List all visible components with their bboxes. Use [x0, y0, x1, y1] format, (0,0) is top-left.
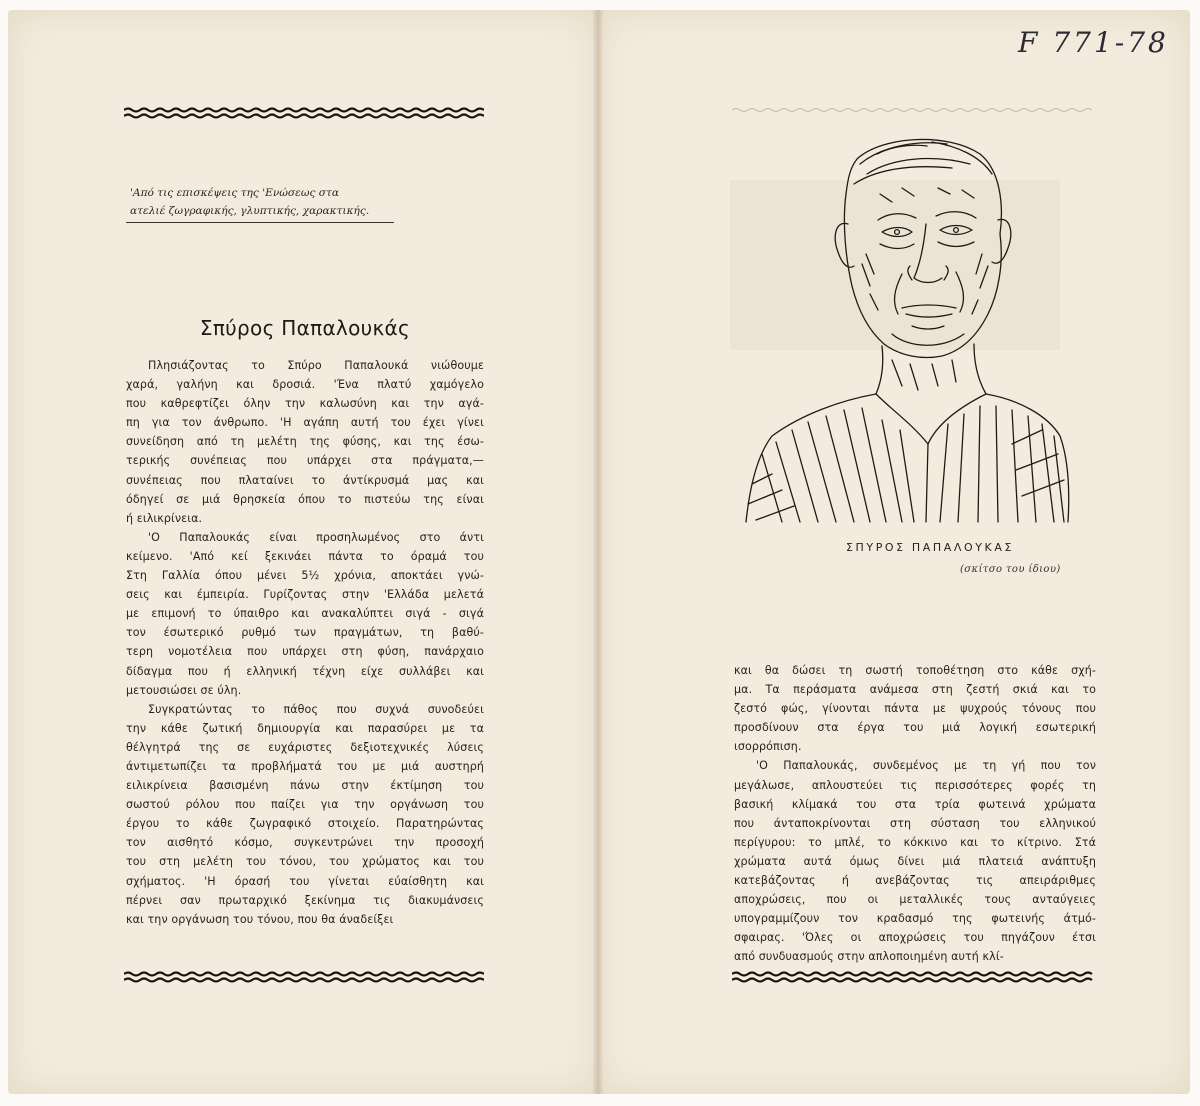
text-line: υπογραμμίζουν τον κραδασμό της φωτεινής άτμό-	[734, 912, 1096, 926]
text-line: που άνταποκρίνονται στη σύσταση του ελληνικού	[734, 816, 1096, 830]
text-line: τερικής συνέπειας που υπάρχει στα πράγματα,—	[126, 454, 484, 468]
text-line: πη για τον άνθρωπο. 'Η αγάπη αυτή του έχει γίνει	[126, 416, 484, 430]
text-line: τον αισθητό κόσμο, συγκεντρώνει την προσοχή	[126, 836, 484, 850]
portrait-caption: ΣΠΥΡΟΣ ΠΑΠΑΛΟΥΚΑΣ	[845, 541, 1015, 554]
text-line: δίδαγμα που ή ελληνική τέχνη είχε συλλάβει και	[126, 664, 484, 678]
text-line: συνείδηση από τη μελέτη της φύσης, και της έσω-	[126, 435, 484, 449]
text-line: ειλικρίνεια βασισμένη πάνω στην έκτίμηση του	[126, 779, 484, 793]
section-caption	[130, 184, 392, 220]
text-line: προσδίνουν στα έργα του μιά λογική εσωτερική	[734, 721, 1096, 735]
text-line: ζεστό φώς, γίνονται πάντα με ψυχρούς τόνους που	[734, 702, 1096, 716]
text-line: συνέπειας που πλαταίνει το άντίκρυσμά μας και	[126, 473, 484, 487]
text-line: κατεβάζοντας ή ανεβάζοντας τις απειράριθμες	[734, 874, 1096, 888]
caption-line: ατελιέ ζωγραφικής, γλυπτικής, χαρακτικής.	[130, 205, 370, 217]
right-body-text	[734, 661, 1096, 967]
portrait-subcaption: (σκίτσο του ίδιου)	[960, 564, 1061, 575]
text-line: με επιμονή το ύπαιθρο και ανακαλύπτει σιγά - σιγά	[126, 607, 484, 621]
top-ornamental-rule-left	[124, 106, 484, 120]
top-ornamental-rule-right	[732, 106, 1094, 120]
text-line: τερη νομοτέλεια που υπάρχει στη φύση, πανάρχαιο	[126, 645, 484, 659]
text-line: ισορρόπιση.	[734, 740, 802, 754]
text-line: από συνδυασμούς στην απλοποιημένη αυτή κλί-	[734, 950, 1004, 964]
text-line: μετουσιώσει σε ύλη.	[126, 683, 242, 697]
text-line: όδηγεί σε μιά θρησκεία όπου το πιστεύω της είναι	[126, 492, 484, 506]
text-line: σχήματος. 'Η όρασή του γίνεται εύαίσθητη και	[126, 874, 484, 888]
text-line: 'Ο Παπαλουκάς είναι προσηλωμένος στο άντι	[148, 530, 484, 544]
handwritten-archive-code: F 771-78	[1018, 26, 1169, 59]
text-line: θέλγητρά της σε ευχάριστες δεξιοτεχνικές λύσεις	[126, 740, 484, 754]
text-line: τον έσωτερικό ρυθμό των πραγμάτων, τη βαθύ-	[126, 626, 484, 640]
text-line: Στη Γαλλία όπου μένει 5½ χρόνια, αποκτάει γνώ-	[126, 569, 484, 583]
portrait-sketch	[742, 124, 1072, 524]
text-line: σεις και έμπειρία. Γυρίζοντας στην 'Ελλάδα μελετά	[126, 588, 484, 602]
text-line: σφαιρας. 'Όλες οι αποχρώσεις του πηγάζουν έτσι	[734, 931, 1096, 945]
text-line: την κάθε ζωτική δημιουργία και παρασύρει με τα	[126, 721, 484, 735]
caption-underline	[126, 222, 394, 223]
text-line: βασική κλίμακά του στα τρία φωτεινά χρώματα	[734, 797, 1096, 811]
text-line: 'Ο Παπαλουκάς, συνδεμένος με τη γή που τον	[756, 759, 1096, 773]
caption-line: 'Από τις επισκέψεις της 'Ενώσεως στα	[130, 187, 340, 199]
text-line: έργου το κάθε ζωγραφικό στοιχείο. Παρατηρώντας	[126, 817, 484, 831]
bottom-ornamental-rule-right	[732, 970, 1094, 984]
text-line: του στη μελέτη του τόνου, του χρώματος και του	[126, 855, 484, 869]
text-line: άντιμετωπίζει τα προβλήματά του με μιά αυστηρή	[126, 759, 484, 773]
text-line: χαρά, γαλήνη και δροσιά. 'Ένα πλατύ χαμόγελο	[126, 378, 484, 392]
text-line: που καθρεφτίζει όλην την καλωσύνη και την αγά-	[126, 397, 484, 411]
bottom-ornamental-rule-left	[124, 970, 484, 984]
text-line: μεγάλωσε, απλουστεύει τις περισσότερες φορές τη	[734, 778, 1096, 792]
left-body-text	[126, 356, 484, 929]
text-line: Πλησιάζοντας το Σπύρο Παπαλουκά νιώθουμε	[148, 359, 484, 372]
text-line: ή ειλικρίνεια.	[126, 511, 203, 525]
text-line: σωστού ρόλου που παίζει για την οργάνωση του	[126, 798, 484, 812]
center-fold	[593, 10, 603, 1094]
text-line: πέρνει σαν πρωταρχικό ξεκίνημα τις διακυμάνσεις	[126, 893, 484, 907]
article-title: Σπύρος Παπαλουκάς	[199, 316, 411, 340]
text-line: χρώματα αυτά όμως δίνει μιά πλατειά ανάπτυξη	[734, 854, 1096, 868]
text-line: μα. Τα περάσματα ανάμεσα στη ζεστή σκιά και το	[734, 683, 1096, 697]
text-line: περίγυρου: το μπλέ, το κόκκινο και το κίτρινο. Στά	[734, 835, 1096, 849]
text-line: αποχρώσεις, που οι μεταλλικές τους ανταύγειες	[734, 893, 1096, 907]
text-line: κείμενο. 'Από κεί ξεκινάει πάντα το όραμά του	[126, 549, 484, 563]
text-line: και την οργάνωση του τόνου, που θα άναδείξει	[126, 912, 394, 926]
text-line: και θα δώσει τη σωστή τοποθέτηση στο κάθε σχή-	[734, 664, 1096, 677]
text-line: Συγκρατώντας το πάθος που συχνά συνοδεύει	[148, 702, 484, 716]
